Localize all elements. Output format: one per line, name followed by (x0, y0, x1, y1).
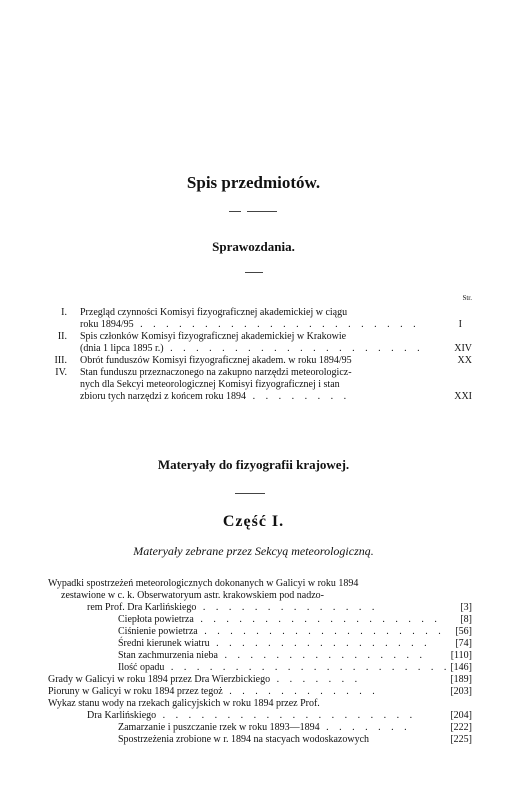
entry-page: [189] (450, 674, 472, 685)
entry-page: [3] (460, 602, 472, 613)
entry-text: Wypadki spostrzeżeń meteorologicznych dokonanych w Galicyi w roku 1894 (48, 578, 359, 589)
entry-text: Pioruny w Galicyi w roku 1894 przez tegoż . . . . . . . . . . . . (48, 686, 379, 697)
entry-text: zestawione w c. k. Obserwatoryum astr. krakowskiem pod nadzo- (61, 590, 324, 601)
item-page: I (458, 319, 462, 330)
divider (229, 211, 241, 212)
divider (245, 272, 263, 273)
item-text: Przegląd czynności Komisyi fizyograficznej akademickiej w ciągu (80, 307, 348, 318)
entry-text: rem Prof. Dra Karlińskiego . . . . . . . . . . . . . . (87, 602, 379, 613)
entry-page: [146] (450, 662, 472, 673)
entry-text: Stan zachmurzenia nieba . . . . . . . . . . . . . . . . (118, 650, 426, 661)
section-heading-reports: Sprawozdania. (212, 239, 295, 254)
entry-page: [203] (450, 686, 472, 697)
entry-text: Średni kierunek wiatru . . . . . . . . . . . . . . . . . (118, 638, 431, 649)
page-title: Spis przedmiotów. (186, 173, 321, 192)
entry-text: Ciepłota powietrza . . . . . . . . . . . . . . . . . . . (118, 614, 441, 625)
item-text: (dnia 1 lipca 1895 r.) . . . . . . . . . . . . . . . . . . . . (80, 343, 424, 354)
item-text: roku 1894/95 . . . . . . . . . . . . . . . . . . . . . . (80, 319, 420, 330)
divider (235, 493, 265, 494)
entry-page: [74] (455, 638, 472, 649)
item-text: Obrót funduszów Komisyi fizyograficznej akadem. w roku 1894/95 (80, 355, 352, 366)
entry-text: Zamarzanie i puszczanie rzek w roku 1893—1894 . . . . . . . (118, 722, 411, 733)
entry-page: [204] (450, 710, 472, 721)
entry-page: [8] (460, 614, 472, 625)
item-page: XIV (454, 343, 472, 354)
item-text: nych dla Sekcyi meteorologicznej Komisyi fizyograficznej i stan (80, 379, 340, 390)
part-title: Część I. (222, 513, 285, 530)
item-number: IV. (55, 367, 67, 378)
entry-text: Spostrzeżenia zrobione w r. 1894 na stacyach wodoskazowych (118, 734, 370, 745)
item-page: XXI (454, 391, 472, 402)
entry-text: Ciśnienie powietrza . . . . . . . . . . . . . . . . . . . (118, 626, 445, 637)
entry-text: Dra Karlińskiego . . . . . . . . . . . . . . . . . . . . (87, 710, 417, 721)
entry-page: [222] (450, 722, 472, 733)
entry-text: Wykaz stanu wody na rzekach galicyjskich w roku 1894 przez Prof. (48, 698, 320, 709)
item-number: III. (54, 355, 67, 366)
item-number: II. (57, 331, 67, 342)
entry-page: [110] (450, 650, 472, 661)
section-heading-materials: Materyały do fizyografii krajowej. (157, 457, 350, 472)
item-text: zbioru tych narzędzi z końcem roku 1894 . . . . . . . . (80, 391, 351, 402)
item-text: Stan funduszu przeznaczonego na zakupno narzędzi meteorologicz- (80, 367, 352, 378)
entry-text: Ilość opadu . . . . . . . . . . . . . . . . . . . . . . (118, 662, 451, 673)
part-subtitle: Materyały zebrane przez Sekcyą meteorologiczną. (133, 544, 374, 558)
entry-page: [225] (450, 734, 472, 745)
page-column-label: Str. (462, 294, 472, 302)
entry-page: [56] (455, 626, 472, 637)
item-text: Spis członków Komisyi fizyograficznej akademickiej w Krakowie (80, 331, 347, 342)
entry-text: Grady w Galicyi w roku 1894 przez Dra Wierzbickiego . . . . . . . (48, 674, 362, 685)
divider (247, 211, 277, 212)
item-page: XX (457, 355, 472, 366)
item-number: I. (61, 307, 67, 318)
